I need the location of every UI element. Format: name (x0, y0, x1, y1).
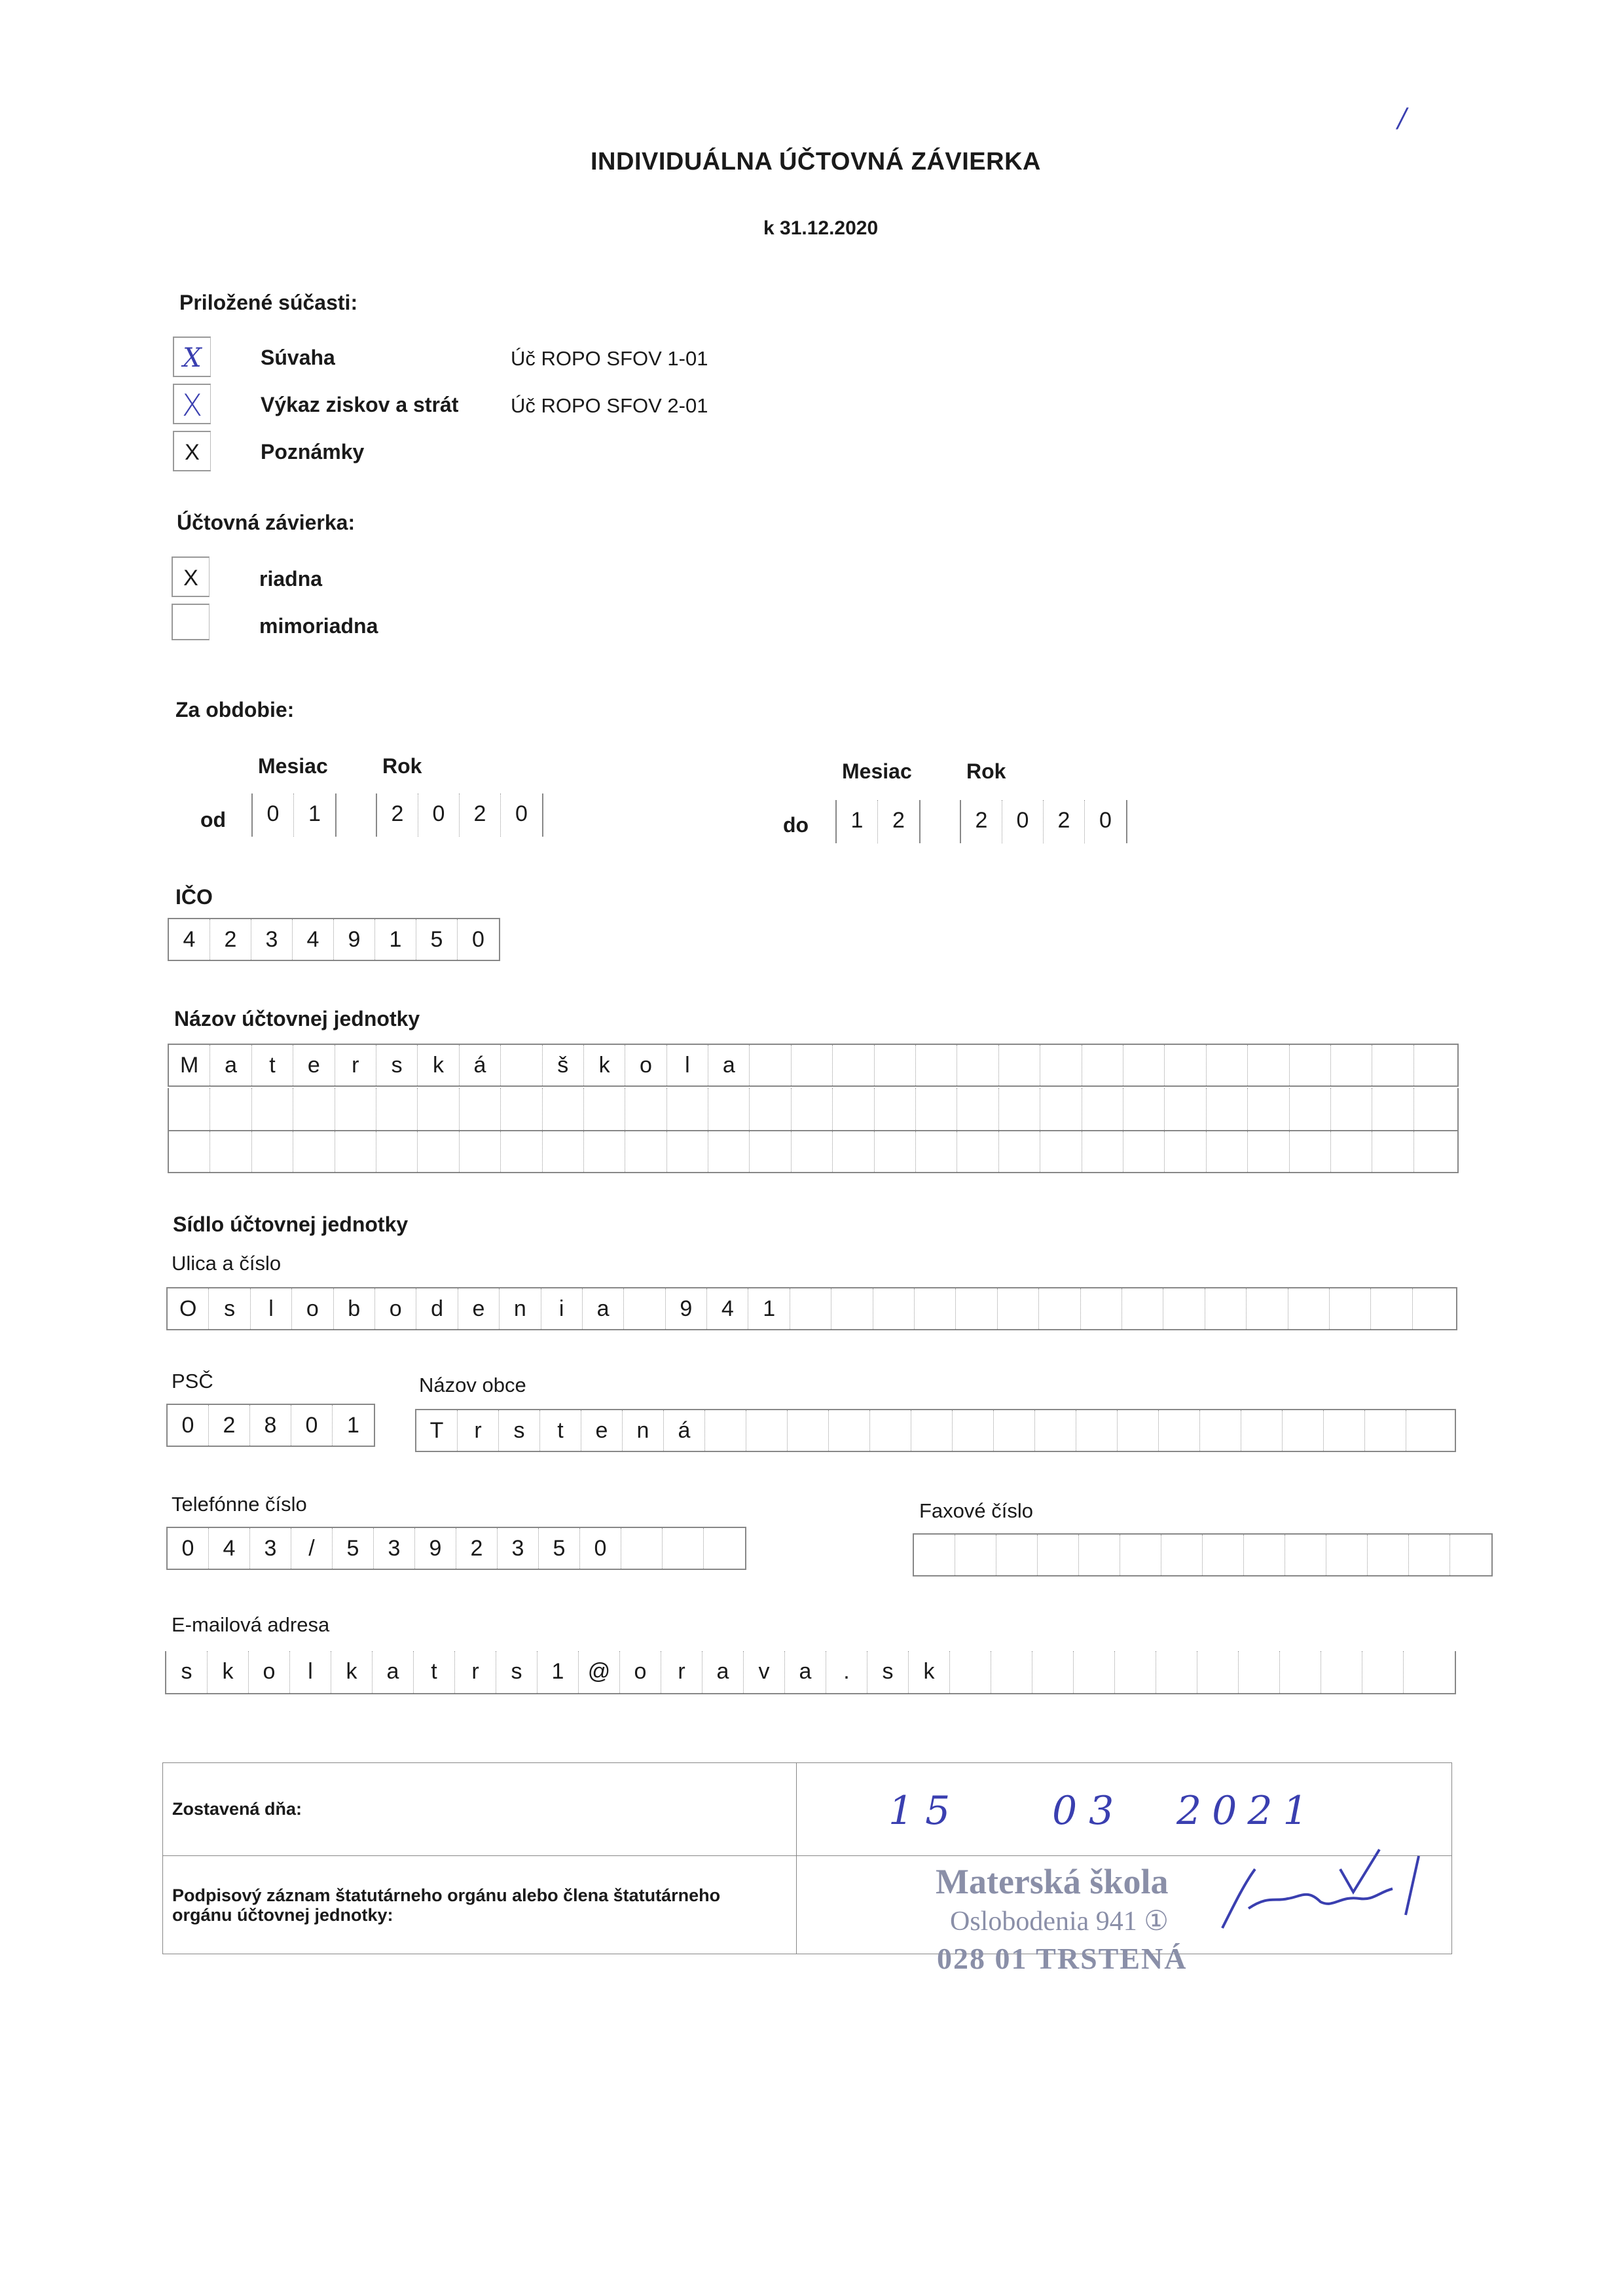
entity-name-char (1290, 1045, 1331, 1085)
email-char: s (166, 1651, 208, 1693)
phone-char: 0 (580, 1528, 621, 1569)
phone-char: 0 (168, 1528, 209, 1569)
city-char: t (540, 1410, 581, 1451)
from-year-label: Rok (382, 754, 422, 778)
street-char: i (541, 1288, 583, 1329)
entity-name-char: l (667, 1045, 708, 1085)
checkbox-extraordinary[interactable] (172, 604, 210, 640)
checkbox-balance-sheet[interactable]: X (173, 337, 211, 377)
email-label: E-mailová adresa (172, 1613, 330, 1636)
attachment-code-balance-sheet: Úč ROPO SFOV 1-01 (511, 347, 708, 370)
psc-field[interactable] (166, 1404, 375, 1447)
signature-table (162, 1762, 1452, 1975)
entity-name-row-3[interactable] (168, 1131, 1459, 1173)
from-label: od (200, 808, 227, 831)
city-char: á (664, 1410, 705, 1451)
compiled-date-day: 15 (888, 1788, 962, 1834)
entity-name-char (750, 1045, 791, 1085)
email-char: r (661, 1651, 702, 1693)
ico-digit: 4 (169, 919, 210, 960)
to-year-digit: 2 (961, 800, 1002, 843)
phone-char: 3 (498, 1528, 539, 1569)
email-char: t (414, 1651, 455, 1693)
entity-name-char: á (460, 1045, 501, 1085)
fax-label: Faxové číslo (919, 1499, 1034, 1522)
street-char: 4 (707, 1288, 748, 1329)
email-char: o (249, 1651, 290, 1693)
from-year-digit: 2 (460, 793, 501, 837)
ico-digit: 5 (416, 919, 458, 960)
compiled-date-label: Zostavená dňa: (172, 1799, 302, 1819)
phone-char: 5 (539, 1528, 580, 1569)
street-char (624, 1288, 665, 1329)
entity-name-char (916, 1045, 957, 1085)
entity-name-char: e (293, 1045, 335, 1085)
email-char: s (496, 1651, 538, 1693)
checkbox-income-statement[interactable]: X (173, 384, 211, 424)
entity-name-char (875, 1045, 916, 1085)
stamp-line-1: Materská škola (936, 1862, 1169, 1901)
to-month-digit: 2 (892, 808, 905, 833)
psc-char: 0 (291, 1405, 333, 1446)
from-year-digit: 0 (418, 793, 460, 837)
city-char: r (458, 1410, 499, 1451)
street-char: o (292, 1288, 333, 1329)
entity-name-char (1123, 1045, 1165, 1085)
attachment-code-income-statement: Úč ROPO SFOV 2-01 (511, 394, 708, 417)
email-char: s (867, 1651, 909, 1693)
phone-char: 2 (456, 1528, 498, 1569)
signature-label: Podpisový záznam štatutárneho orgánu alebo člena štatutárneho orgánu účtovnej jednotky: (172, 1885, 721, 1925)
city-char: T (416, 1410, 458, 1451)
from-year-digit: 2 (377, 793, 418, 837)
from-year-digit: 0 (515, 801, 528, 826)
phone-char: 4 (209, 1528, 250, 1569)
entity-name-char: r (335, 1045, 376, 1085)
entity-name-char: a (210, 1045, 251, 1085)
from-month-digit: 1 (308, 801, 321, 826)
email-field[interactable] (165, 1651, 1456, 1694)
street-char: e (458, 1288, 500, 1329)
checkbox-notes[interactable]: X (173, 431, 211, 471)
statement-type-regular: riadna (259, 567, 323, 591)
phone-char: 5 (333, 1528, 374, 1569)
ico-digit: 9 (334, 919, 375, 960)
entity-name-char (999, 1045, 1040, 1085)
entity-name-char (1372, 1045, 1413, 1085)
signature-label-cell (163, 1856, 797, 1954)
ico-digit: 0 (472, 927, 484, 952)
from-month-digit: 0 (253, 793, 294, 837)
attachments-label: Priložené súčasti: (179, 291, 358, 314)
entity-name-char: a (708, 1045, 750, 1085)
psc-char: 2 (209, 1405, 250, 1446)
compiled-date-label-cell (163, 1763, 797, 1856)
from-month-label: Mesiac (258, 754, 328, 778)
ico-digit: 4 (293, 919, 334, 960)
email-char: r (455, 1651, 496, 1693)
phone-char: 3 (250, 1528, 291, 1569)
email-char: k (331, 1651, 373, 1693)
email-char: v (744, 1651, 785, 1693)
ico-digit: 1 (375, 919, 416, 960)
handwritten-signature (1209, 1843, 1432, 1948)
city-char: e (581, 1410, 623, 1451)
email-char: a (785, 1651, 826, 1693)
email-char: a (702, 1651, 744, 1693)
address-label: Sídlo účtovnej jednotky (173, 1212, 409, 1236)
stamp-line-2: Oslobodenia 941 ① (950, 1906, 1169, 1937)
compiled-date-month: 03 (1052, 1788, 1126, 1834)
street-char: 1 (748, 1288, 790, 1329)
compiled-date-cell[interactable] (797, 1763, 1452, 1856)
period-label: Za obdobie: (175, 698, 295, 721)
street-char: s (209, 1288, 250, 1329)
to-month-field[interactable] (835, 800, 921, 843)
phone-label: Telefónne číslo (172, 1493, 307, 1516)
attachment-name-income-statement: Výkaz ziskov a strát (261, 393, 459, 416)
to-year-digit: 2 (1044, 800, 1085, 843)
compiled-date-year: 2021 (1176, 1788, 1319, 1834)
to-year-digit: 0 (1002, 800, 1044, 843)
to-year-label: Rok (966, 759, 1006, 783)
pen-tick-mark: / (1398, 103, 1407, 134)
phone-char: 3 (374, 1528, 415, 1569)
psc-char: 0 (168, 1405, 209, 1446)
street-char: n (500, 1288, 541, 1329)
signature-cell[interactable] (797, 1856, 1452, 1975)
checkbox-regular[interactable]: X (172, 556, 210, 597)
ico-label: IČO (175, 885, 213, 909)
to-month-label: Mesiac (842, 759, 912, 783)
entity-name-char (1414, 1045, 1455, 1085)
phone-field[interactable] (166, 1527, 746, 1570)
entity-name-char (957, 1045, 998, 1085)
entity-name-char (1331, 1045, 1372, 1085)
ico-digit: 3 (251, 919, 293, 960)
entity-name-char: k (418, 1045, 459, 1085)
phone-char: 9 (415, 1528, 456, 1569)
city-char: s (499, 1410, 540, 1451)
attachment-name-balance-sheet: Súvaha (261, 346, 335, 369)
ico-digit: 2 (210, 919, 251, 960)
to-year-field[interactable] (960, 800, 1127, 843)
entity-name-char: s (376, 1045, 418, 1085)
entity-name-char (792, 1045, 833, 1085)
street-char: a (583, 1288, 624, 1329)
entity-name-char (1082, 1045, 1123, 1085)
street-char: 9 (666, 1288, 707, 1329)
street-char: l (251, 1288, 292, 1329)
entity-name-char (833, 1045, 874, 1085)
from-year-field[interactable] (376, 793, 543, 837)
street-label: Ulica a číslo (172, 1252, 282, 1275)
email-char: . (826, 1651, 867, 1693)
attachment-name-notes: Poznámky (261, 440, 365, 464)
entity-name-char (1207, 1045, 1248, 1085)
entity-name-row-1[interactable] (168, 1044, 1459, 1087)
email-char: a (373, 1651, 414, 1693)
email-char: k (208, 1651, 249, 1693)
entity-name-char: š (543, 1045, 584, 1085)
entity-name-char (1248, 1045, 1289, 1085)
page-title: INDIVIDUÁLNA ÚČTOVNÁ ZÁVIERKA (591, 148, 1041, 175)
email-char: 1 (538, 1651, 579, 1693)
city-label: Názov obce (419, 1374, 526, 1396)
entity-name-char (1165, 1045, 1206, 1085)
street-char: b (334, 1288, 375, 1329)
phone-char: / (291, 1528, 333, 1569)
email-char: k (909, 1651, 950, 1693)
to-label: do (783, 813, 809, 837)
street-char: O (168, 1288, 209, 1329)
email-char: l (290, 1651, 331, 1693)
fax-field[interactable] (913, 1533, 1493, 1576)
psc-char: 8 (250, 1405, 291, 1446)
stamp-line-3: 028 01 TRSTENÁ (937, 1942, 1188, 1975)
from-month-field[interactable] (251, 793, 337, 837)
to-year-digit: 0 (1099, 808, 1112, 833)
psc-char: 1 (347, 1413, 359, 1438)
entity-name-char (1040, 1045, 1082, 1085)
email-char: o (620, 1651, 661, 1693)
entity-name-char: o (625, 1045, 666, 1085)
entity-name-char: M (169, 1045, 210, 1085)
to-month-digit: 1 (837, 800, 878, 843)
entity-name-char: t (252, 1045, 293, 1085)
street-field[interactable] (166, 1287, 1457, 1330)
report-date: k 31.12.2020 (763, 217, 879, 239)
entity-name-label: Názov účtovnej jednotky (174, 1007, 420, 1030)
city-field[interactable] (415, 1409, 1456, 1452)
entity-name-row-2[interactable] (168, 1088, 1459, 1131)
statement-type-label: Účtovná závierka: (177, 511, 356, 534)
city-char: n (623, 1410, 664, 1451)
statement-type-extraordinary: mimoriadna (259, 614, 378, 638)
ico-field[interactable] (168, 918, 500, 961)
email-char: @ (579, 1651, 620, 1693)
entity-name-char: k (584, 1045, 625, 1085)
psc-label: PSČ (172, 1370, 213, 1393)
street-char: o (375, 1288, 416, 1329)
entity-name-char (501, 1045, 542, 1085)
street-char: d (416, 1288, 458, 1329)
